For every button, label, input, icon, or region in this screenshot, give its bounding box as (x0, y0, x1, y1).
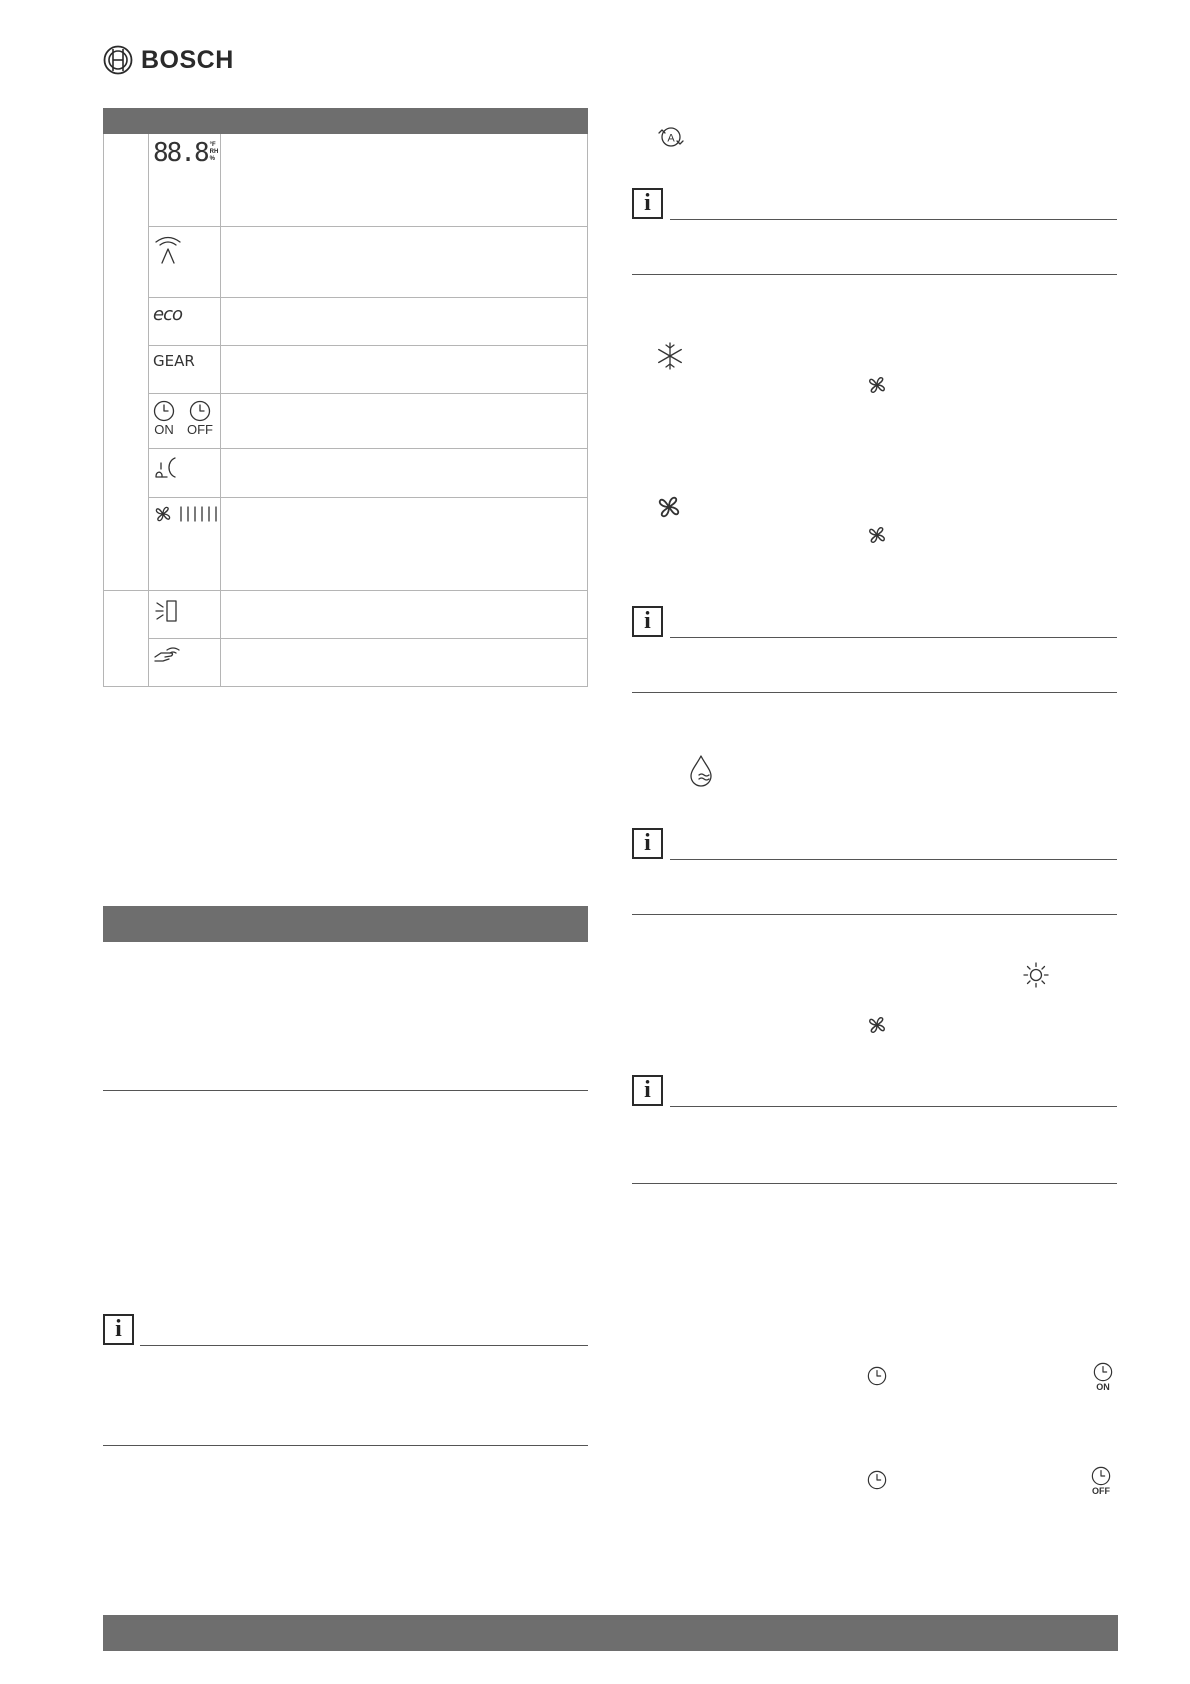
info-icon (632, 606, 663, 637)
note-top-rule (670, 859, 1117, 860)
table-row (104, 498, 588, 591)
info-icon (632, 1075, 663, 1106)
table-icon-cell (149, 346, 221, 394)
table-description-cell (221, 227, 588, 298)
note-top-rule (670, 1106, 1117, 1107)
unit-labels (210, 142, 219, 163)
swing-louver-icon (153, 233, 183, 265)
timer-on-label: ON (1096, 1382, 1110, 1392)
table-row (104, 449, 588, 498)
table-icon-cell (149, 591, 221, 639)
display-light-icon (153, 597, 181, 625)
note-bottom-rule (632, 692, 1117, 693)
fan-icon (866, 524, 888, 546)
snowflake-icon (655, 341, 685, 371)
fan-mode-icon (655, 493, 683, 521)
timer-off-label: OFF (187, 422, 213, 437)
unit-fahrenheit: °F (209, 142, 216, 148)
brand-logo (103, 45, 234, 75)
table-description-cell (221, 498, 588, 591)
fan-icon (866, 1014, 888, 1036)
table-description-cell (221, 298, 588, 346)
table-icon-cell (149, 134, 221, 227)
table-header-row (104, 109, 588, 134)
note-bottom-rule (103, 1445, 588, 1446)
clock-icon (867, 1366, 887, 1386)
note-bottom-rule (632, 1183, 1117, 1184)
brand-name: BOSCH (141, 45, 234, 74)
table-row (104, 346, 588, 394)
timer-on-group (153, 400, 175, 437)
note-top-rule (670, 219, 1117, 220)
info-icon (103, 1314, 134, 1345)
note-top-rule (670, 637, 1117, 638)
timer-on-label: ON (154, 422, 174, 437)
auto-letter: A (667, 132, 675, 145)
gear-mode-icon: GEAR (153, 352, 195, 370)
info-letter: i (115, 1316, 122, 1342)
clock-icon (189, 400, 211, 422)
section-header-bar (103, 906, 588, 942)
table-header-cell (149, 109, 221, 134)
table-header-cell (104, 109, 149, 134)
table-group-cell (104, 591, 149, 687)
timer-on-icon (1093, 1362, 1113, 1392)
clock-icon (153, 400, 175, 422)
sleep-mode-icon (153, 455, 181, 481)
info-letter: i (644, 830, 651, 856)
table-row (104, 298, 588, 346)
footer-bar (103, 1615, 1118, 1651)
auto-mode-icon (656, 124, 686, 150)
note-bottom-rule (632, 274, 1117, 275)
timer-off-icon (1091, 1466, 1111, 1496)
table-icon-cell (149, 227, 221, 298)
table-icon-cell (149, 639, 221, 687)
table-description-cell (221, 639, 588, 687)
table-icon-cell (149, 394, 221, 449)
table-description-cell (221, 449, 588, 498)
segment-digits: 88.8 (153, 138, 208, 168)
note-bottom-rule (632, 914, 1117, 915)
bosch-armature-icon (103, 45, 133, 75)
table-icon-cell (149, 498, 221, 591)
info-letter: i (644, 190, 651, 216)
unit-rh: RH (209, 149, 219, 155)
fan-speed-bars-icon (179, 505, 219, 523)
table-header-cell (221, 109, 588, 134)
table-row (104, 227, 588, 298)
note-top-rule (140, 1345, 588, 1346)
table-row (104, 394, 588, 449)
timer-off-label: OFF (1092, 1486, 1110, 1496)
table-description-cell (221, 134, 588, 227)
eco-mode-icon: eco (153, 304, 182, 325)
table-row (104, 134, 588, 227)
timer-off-group (187, 400, 213, 437)
section-divider (103, 1090, 588, 1091)
wifi-hand-icon (153, 645, 181, 667)
clock-icon (867, 1470, 887, 1490)
table-row (104, 639, 588, 687)
table-row (104, 591, 588, 639)
info-letter: i (644, 608, 651, 634)
sun-icon (1022, 961, 1050, 989)
unit-percent: % (209, 156, 215, 162)
table-description-cell (221, 394, 588, 449)
fan-icon (866, 374, 888, 396)
table-description-cell (221, 346, 588, 394)
info-icon (632, 188, 663, 219)
table-icon-cell (149, 298, 221, 346)
table-description-cell (221, 591, 588, 639)
info-letter: i (644, 1077, 651, 1103)
fan-icon (153, 504, 173, 524)
table-icon-cell (149, 449, 221, 498)
info-icon (632, 828, 663, 859)
display-symbol-table (103, 108, 588, 687)
table-group-cell (104, 134, 149, 591)
water-drop-icon (687, 754, 715, 788)
